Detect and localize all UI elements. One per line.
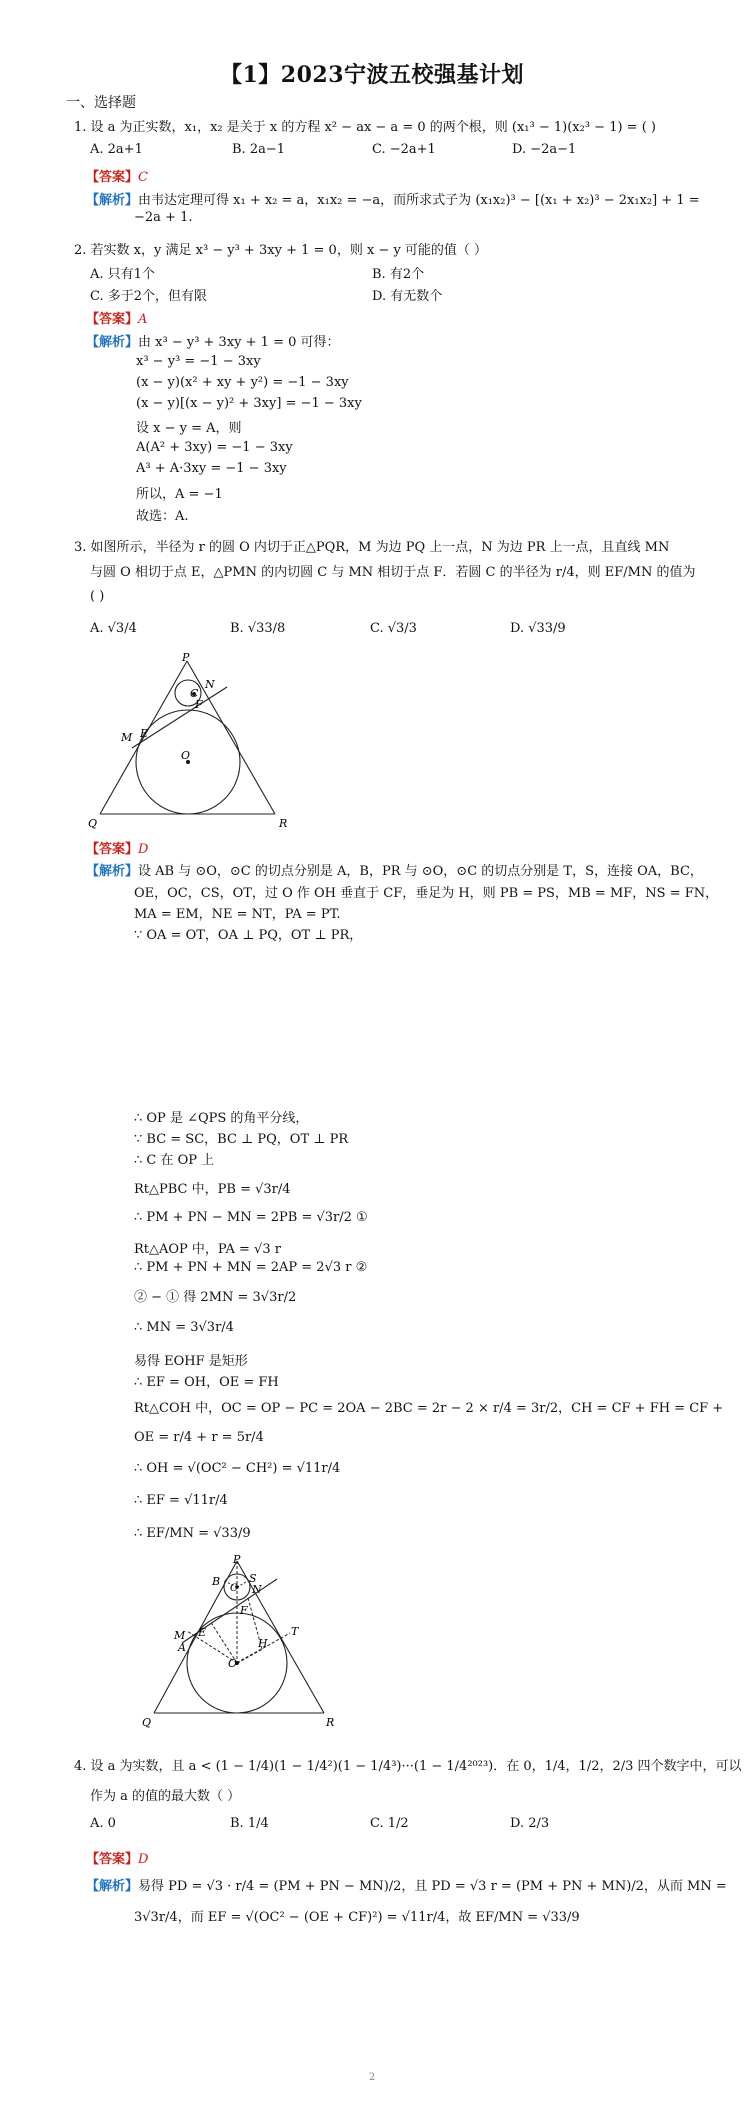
q3-solution: ∴ EF = OH，OE = FH bbox=[134, 1375, 279, 1390]
q1-analysis-line: −2a + 1. bbox=[134, 210, 193, 225]
q2-step: x³ − y³ = −1 − 3xy bbox=[136, 354, 261, 369]
fig-label: N bbox=[252, 1583, 262, 1596]
q3-solution: ∵ BC = SC，BC ⊥ PQ，OT ⊥ PR bbox=[134, 1132, 349, 1147]
fig-label: E bbox=[140, 727, 149, 740]
analysis-tag: 【解析】 bbox=[86, 1879, 139, 1894]
fig-label: F bbox=[195, 698, 203, 711]
fig-label: Q bbox=[88, 817, 98, 830]
q1-option-b: B. 2a−1 bbox=[232, 142, 286, 157]
q3-solution: ∴ EF = √11r/4 bbox=[134, 1493, 228, 1508]
q1-option-a: A. 2a+1 bbox=[90, 142, 143, 157]
fig-label: C bbox=[230, 1583, 238, 1594]
q4-option-c: C. 1/2 bbox=[370, 1816, 409, 1831]
q2-analysis bbox=[86, 331, 340, 350]
analysis-line: 易得 PD = √3 · r/4 = (PM + PN − MN)/2，且 PD = √3 r = (PM + PN + MN)/2，从而 MN = bbox=[138, 1879, 727, 1894]
fig-label: O bbox=[181, 749, 191, 762]
fig-label: S bbox=[249, 1572, 257, 1585]
q1-answer bbox=[86, 166, 148, 185]
q3-solution: ∴ EF/MN = √33/9 bbox=[134, 1526, 251, 1541]
fig-label: O bbox=[228, 1657, 238, 1670]
analysis-tag: 【解析】 bbox=[86, 193, 139, 208]
fig-label: E bbox=[198, 1626, 207, 1639]
analysis-tag: 【解析】 bbox=[86, 864, 139, 879]
fig-label: C bbox=[190, 687, 199, 700]
q3-solution: ∴ OP 是 ∠QPS 的角平分线， bbox=[134, 1111, 309, 1126]
q2-option-b: B. 有2个 bbox=[372, 267, 425, 282]
q3-solution: Rt△COH 中，OC = OP − PC = 2OA − 2BC = 2r − 2 × r/4 = 3r/2，CH = CF + FH = CF + bbox=[134, 1401, 724, 1416]
q3-solution: ∴ C 在 OP 上 bbox=[134, 1153, 215, 1168]
q4-option-a: A. 0 bbox=[90, 1816, 116, 1831]
q3-solution: ② − ① 得 2MN = 3√3r/2 bbox=[134, 1290, 297, 1305]
fig-label: N bbox=[205, 678, 215, 691]
q2-step: 故选：A. bbox=[136, 509, 189, 524]
fig-label: R bbox=[279, 817, 288, 830]
q4-analysis bbox=[86, 1875, 727, 1894]
analysis-line: 由韦达定理可得 x₁ + x₂ = a，x₁x₂ = −a，而所求式子为 (x₁x₂)³ − [(x₁ + x₂)³ − 2x₁x₂] + 1 = bbox=[138, 193, 700, 208]
fig-label: B bbox=[212, 1575, 221, 1588]
q3-solution-figure bbox=[140, 1553, 350, 1731]
q2-step: A³ + A·3xy = −1 − 3xy bbox=[136, 461, 287, 476]
fig-label: M bbox=[174, 1629, 186, 1642]
q3-option-d: D. √33/9 bbox=[510, 621, 566, 636]
q2-answer bbox=[86, 308, 147, 327]
analysis-tag: 【解析】 bbox=[86, 335, 139, 350]
fig-label: A bbox=[178, 1641, 186, 1654]
q3-stem: 3. 如图所示，半径为 r 的圆 O 内切于正△PQR，M 为边 PQ 上一点，N 为边 PR 上一点，且直线 MN bbox=[74, 540, 670, 555]
page-title: 【1】2023宁波五校强基计划 bbox=[219, 62, 525, 88]
q2-stem: 2. 若实数 x，y 满足 x³ − y³ + 3xy + 1 = 0，则 x − y 可能的值（ ） bbox=[74, 243, 488, 258]
page-number: 2 bbox=[368, 2072, 376, 2083]
answer-tag: 【答案】 bbox=[86, 312, 139, 327]
q3-answer bbox=[86, 838, 148, 857]
q2-option-d: D. 有无数个 bbox=[372, 289, 443, 304]
q1-option-d: D. −2a−1 bbox=[512, 142, 577, 157]
analysis-line: 设 AB 与 ⊙O，⊙C 的切点分别是 A，B，PR 与 ⊙O，⊙C 的切点分别是 T，S，连接 OA，BC， bbox=[138, 864, 703, 879]
q2-step: (x − y)[(x − y)² + 3xy] = −1 − 3xy bbox=[136, 396, 362, 411]
fig-label: M bbox=[121, 731, 133, 744]
answer-value: D bbox=[138, 842, 149, 857]
answer-value: A bbox=[138, 312, 148, 327]
q3-analysis-line: ∵ OA = OT，OA ⊥ PQ，OT ⊥ PR， bbox=[134, 928, 363, 943]
q4-answer bbox=[86, 1848, 148, 1867]
q3-solution: OE = r/4 + r = 5r/4 bbox=[134, 1430, 264, 1445]
q4-stem: 作为 a 的值的最大数（ ） bbox=[90, 1789, 241, 1804]
q1-analysis bbox=[86, 189, 700, 208]
q1-option-c: C. −2a+1 bbox=[372, 142, 436, 157]
fig-label: F bbox=[240, 1604, 248, 1617]
q3-option-c: C. √3/3 bbox=[370, 621, 417, 636]
q3-option-b: B. √33/8 bbox=[230, 621, 286, 636]
fig-label: R bbox=[326, 1716, 335, 1729]
q3-analysis bbox=[86, 860, 703, 879]
q2-option-a: A. 只有1个 bbox=[90, 267, 155, 282]
section-heading: 一、选择题 bbox=[66, 95, 136, 111]
q3-solution: 易得 EOHF 是矩形 bbox=[134, 1354, 248, 1369]
answer-tag: 【答案】 bbox=[86, 1852, 139, 1867]
analysis-line: 由 x³ − y³ + 3xy + 1 = 0 可得： bbox=[138, 335, 340, 350]
q3-solution: Rt△AOP 中，PA = √3 r bbox=[134, 1242, 281, 1257]
fig-label: P bbox=[182, 652, 190, 664]
answer-value: D bbox=[138, 1852, 149, 1867]
q3-option-a: A. √3/4 bbox=[90, 621, 137, 636]
fig-label: T bbox=[291, 1625, 299, 1638]
q3-solution: ∴ OH = √(OC² − CH²) = √11r/4 bbox=[134, 1461, 341, 1476]
q3-solution: ∴ PM + PN − MN = 2PB = √3r/2 ① bbox=[134, 1210, 368, 1225]
answer-value: C bbox=[138, 170, 148, 185]
q4-option-b: B. 1/4 bbox=[230, 1816, 269, 1831]
q2-step: A(A² + 3xy) = −1 − 3xy bbox=[136, 440, 293, 455]
q3-analysis-line: OE，OC，CS，OT，过 O 作 OH 垂直于 CF，垂足为 H，则 PB = PS，MB = MF，NS = FN， bbox=[134, 886, 719, 901]
q3-analysis-line: MA = EM，NE = NT，PA = PT. bbox=[134, 907, 341, 922]
q3-solution: ∴ MN = 3√3r/4 bbox=[134, 1320, 234, 1335]
q4-analysis-line: 3√3r/4，而 EF = √(OC² − (OE + CF)²) = √11r/4，故 EF/MN = √33/9 bbox=[134, 1910, 580, 1925]
answer-tag: 【答案】 bbox=[86, 170, 139, 185]
q4-option-d: D. 2/3 bbox=[510, 1816, 550, 1831]
q2-step: 设 x − y = A，则 bbox=[136, 421, 242, 436]
answer-tag: 【答案】 bbox=[86, 842, 139, 857]
q4-stem: 4. 设 a 为实数，且 a < (1 − 1/4)(1 − 1/4²)(1 − 1/4³)···(1 − 1/4²⁰²³)．在 0，1/4，1/2，2/3 四个数字中，可以 bbox=[74, 1759, 742, 1774]
fig-label: P bbox=[233, 1553, 241, 1566]
q3-solution: Rt△PBC 中，PB = √3r/4 bbox=[134, 1182, 291, 1197]
q2-step: (x − y)(x² + xy + y²) = −1 − 3xy bbox=[136, 375, 349, 390]
q3-figure bbox=[80, 652, 300, 834]
q2-step: 所以，A = −1 bbox=[136, 487, 223, 502]
q3-solution: ∴ PM + PN + MN = 2AP = 2√3 r ② bbox=[134, 1260, 368, 1275]
q3-stem: ( ) bbox=[90, 589, 105, 604]
fig-label: Q bbox=[142, 1716, 152, 1729]
q2-option-c: C. 多于2个，但有限 bbox=[90, 289, 208, 304]
fig-label: H bbox=[258, 1637, 268, 1650]
q3-stem: 与圆 O 相切于点 E，△PMN 的内切圆 C 与 MN 相切于点 F．若圆 C 的半径为 r/4，则 EF/MN 的值为 bbox=[90, 565, 696, 580]
q1-stem: 1. 设 a 为正实数，x₁，x₂ 是关于 x 的方程 x² − ax − a = 0 的两个根，则 (x₁³ − 1)(x₂³ − 1) = ( ) bbox=[74, 120, 656, 135]
